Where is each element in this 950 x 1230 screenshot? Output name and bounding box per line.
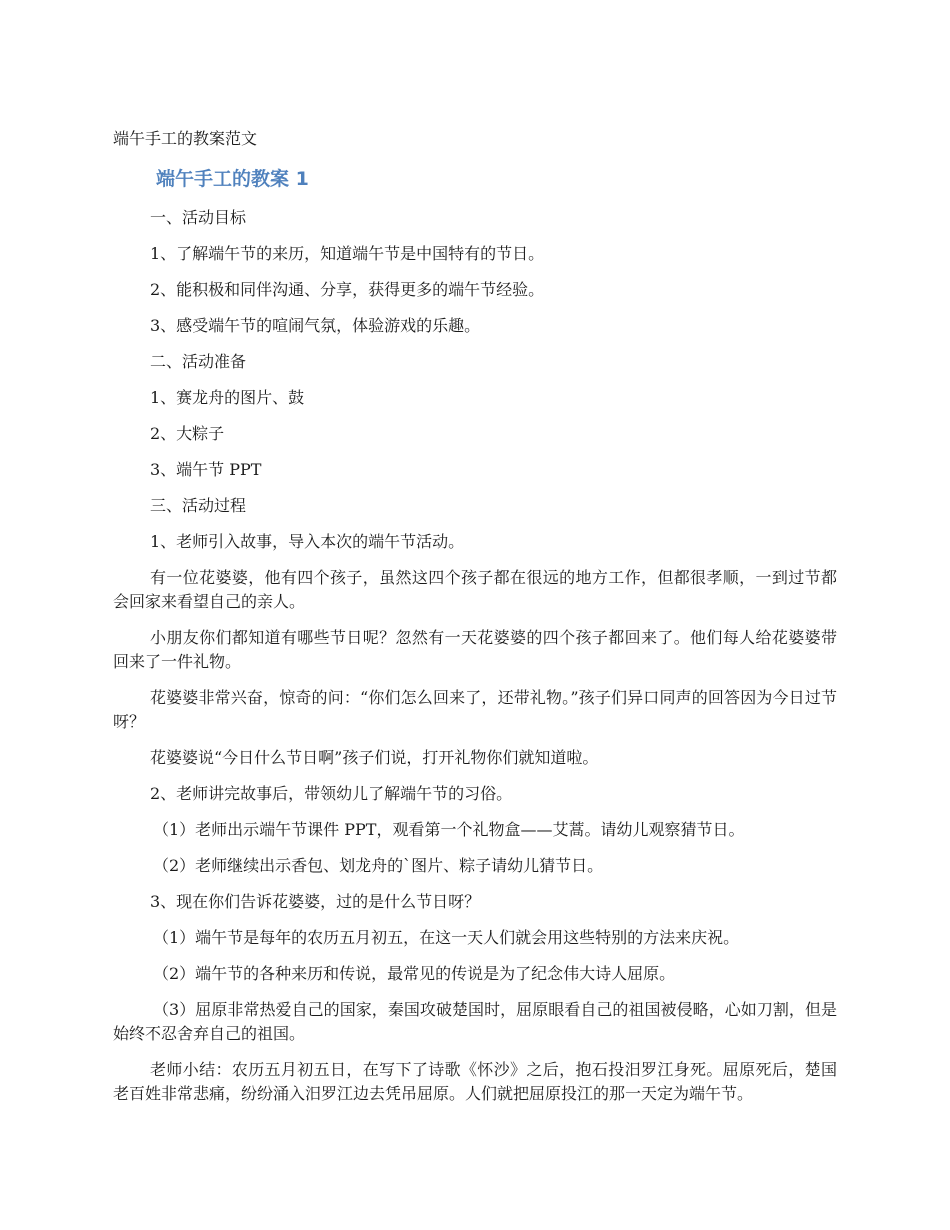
paragraph: （2）端午节的各种来历和传说，最常见的传说是为了纪念伟大诗人屈原。 — [153, 964, 676, 983]
paragraph: 2、老师讲完故事后，带领幼儿了解端午节的习俗。 — [150, 784, 513, 803]
paragraph: 有一位花婆婆，他有四个孩子，虽然这四个孩子都在很远的地方工作，但都很孝顺，一到过节都会回家来看望自己的亲人。 — [113, 568, 837, 611]
paragraph: （2）老师继续出示香包、划龙舟的`图片、粽子请幼儿猜节日。 — [153, 856, 604, 875]
paragraph: （1）端午节是每年的农历五月初五，在这一天人们就会用这些特别的方法来庆祝。 — [153, 928, 740, 947]
paragraph: 1、老师引入故事，导入本次的端午节活动。 — [150, 532, 465, 551]
paragraph: 3、感受端午节的喧闹气氛，体验游戏的乐趣。 — [150, 316, 481, 335]
paragraph: 3、端午节 PPT — [150, 460, 262, 479]
paragraph: 小朋友你们都知道有哪些节日呢？忽然有一天花婆婆的四个孩子都回来了。他们每人给花婆婆带回来了一件礼物。 — [113, 628, 837, 671]
paragraph: 花婆婆非常兴奋，惊奇的问：“你们怎么回来了，还带礼物。”孩子们异口同声的回答因为今日过节呀？ — [113, 688, 837, 731]
paragraph: 二、活动准备 — [150, 352, 247, 371]
paragraph: （3）屈原非常热爱自己的国家，秦国攻破楚国时，屈原眼看自己的祖国被侵略，心如刀割，但是始终不忍舍弃自己的祖国。 — [113, 1000, 837, 1043]
paragraph: 2、大粽子 — [150, 424, 225, 443]
paragraph: 花婆婆说“今日什么节日啊”孩子们说，打开礼物你们就知道啦。 — [150, 748, 599, 767]
document-title: 端午手工的教案范文 — [113, 129, 258, 148]
document-body — [113, 206, 837, 1118]
paragraph: 一、活动目标 — [150, 208, 247, 227]
paragraph: 老师小结：农历五月初五日，在写下了诗歌《怀沙》之后，抱石投汨罗江身死。屈原死后，楚国老百姓非常悲痛，纷纷涌入汨罗江边去凭吊屈原。人们就把屈原投江的那一天定为端午节。 — [113, 1060, 837, 1103]
paragraph: 1、了解端午节的来历，知道端午节是中国特有的节日。 — [150, 244, 545, 263]
section-heading: 端午手工的教案 1 — [156, 168, 309, 190]
paragraph: 2、能积极和同伴沟通、分享，获得更多的端午节经验。 — [150, 280, 545, 299]
paragraph: 三、活动过程 — [150, 496, 247, 515]
paragraph: 1、赛龙舟的图片、鼓 — [150, 388, 305, 407]
paragraph: （1）老师出示端午节课件 PPT，观看第一个礼物盒——艾蒿。请幼儿观察猜节日。 — [153, 820, 745, 839]
paragraph: 3、现在你们告诉花婆婆，过的是什么节日呀？ — [150, 892, 481, 911]
